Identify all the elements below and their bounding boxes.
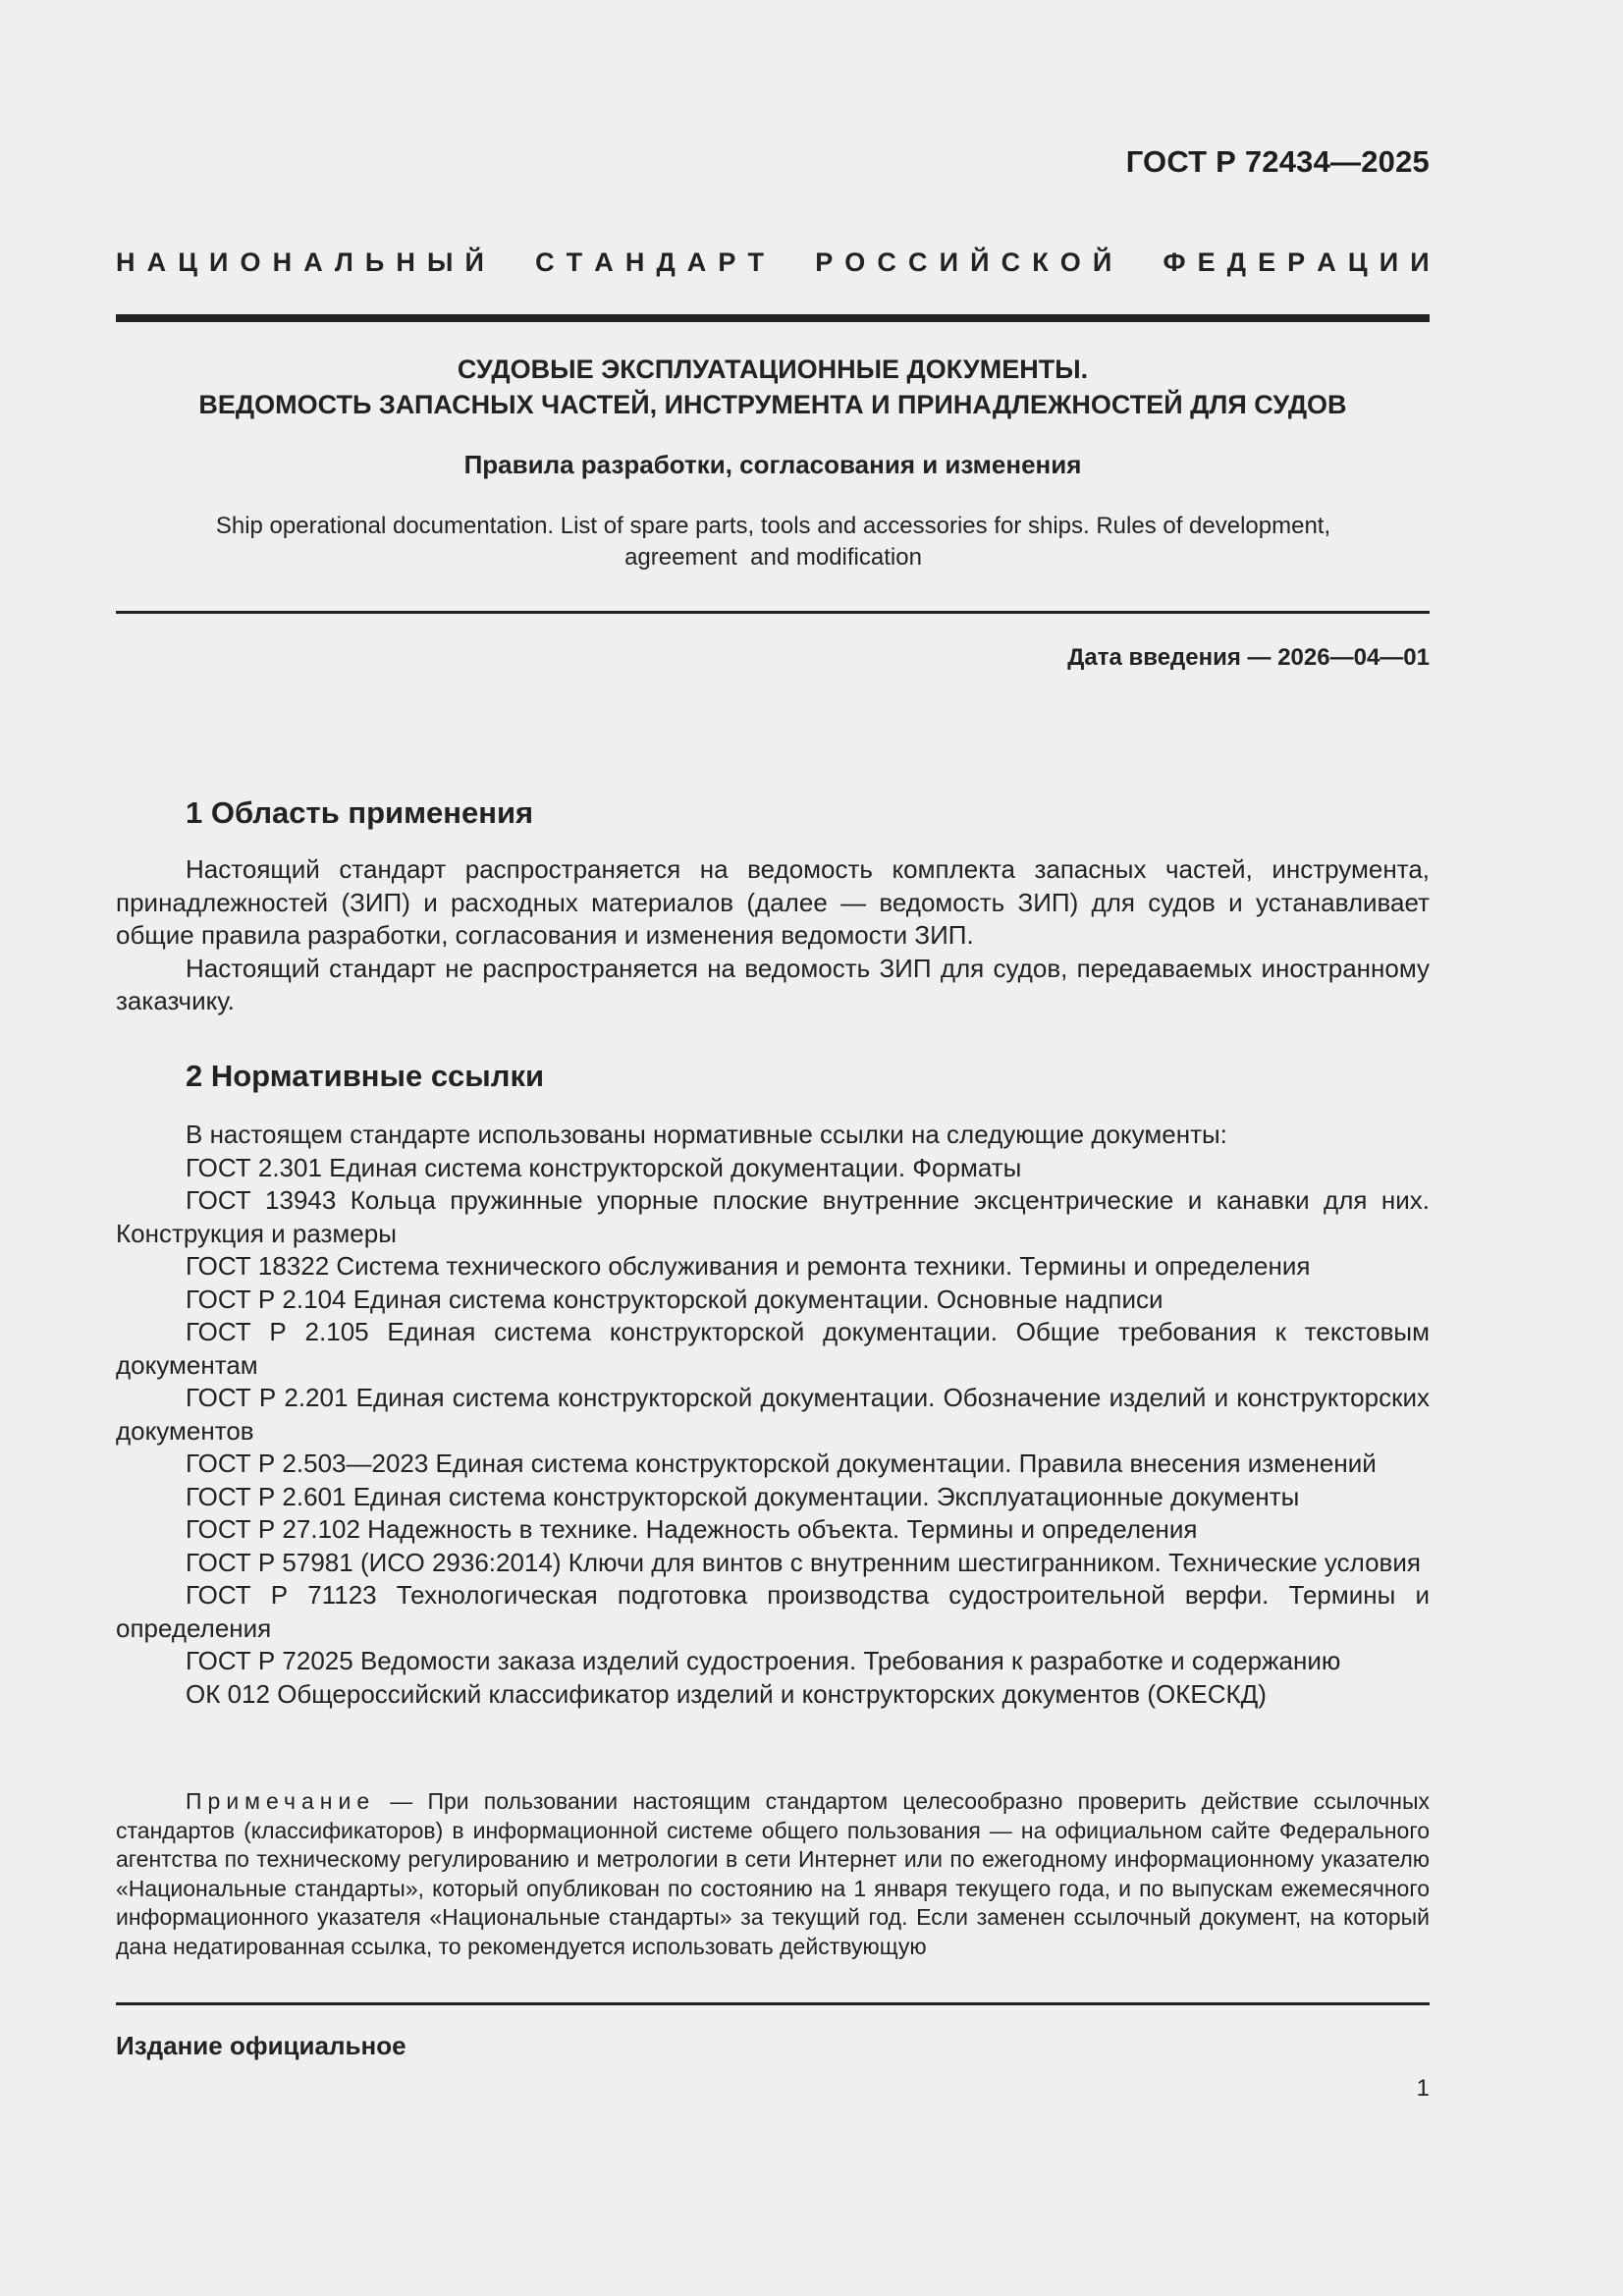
header-word-gap: [496, 247, 523, 278]
note-label: Примечание: [186, 1788, 376, 1814]
note-text: — При пользовании настоящим стандартом целесообразно проверить действие ссылочных стандартов (классификаторов) в информационной системе общего пользования — на официальном сайте Федерального агентства по техническому регулированию и метрологии в сети Интернет или по ежегодному информационному указателю «Национальные стандарты», который опубликован по состоянию на 1 января текущего года, и по выпускам ежемесячного информационного указателя «Национальные стандарты» за текущий год. Если заменен ссылочный документ, на который дана недатированная ссылка, то рекомендуется использовать действующую: [116, 1788, 1430, 1959]
header-letter: С: [877, 247, 896, 277]
header-letter: С: [908, 247, 928, 277]
header-letter: Н: [624, 247, 645, 277]
header-word-gap: [1123, 247, 1151, 278]
header-letter: О: [1059, 247, 1081, 277]
reference-item: ГОСТ Р 2.503—2023 Единая система конструкторской документации. Правила внесения изменений: [186, 1449, 1377, 1478]
english-title-line-1: Ship operational documentation. List of spare parts, tools and accessories for ships. Rules of development,: [215, 513, 1331, 539]
header-letter: А: [1317, 247, 1336, 277]
reference-item: ГОСТ 13943 Кольца пружинные упорные плоские внутренние эксцентрические и канавки для них. Конструкция и размеры: [116, 1185, 1430, 1248]
document-number: ГОСТ Р 72434—2025: [1125, 144, 1430, 179]
header-letter: А: [303, 247, 323, 277]
references-intro: В настоящем стандарте использованы нормативные ссылки на следующие документы:: [186, 1120, 1227, 1149]
header-letter: Ф: [1163, 247, 1186, 277]
header-letter: Р: [718, 247, 736, 277]
header-letter: О: [240, 247, 261, 277]
header-letter: Н: [116, 247, 135, 277]
reference-item: ГОСТ 2.301 Единая система конструкторской документации. Форматы: [186, 1152, 1022, 1182]
header-letter: С: [535, 247, 555, 277]
header-letter: Й: [1092, 247, 1112, 277]
section-1-body: [116, 853, 1430, 1018]
reference-item: ГОСТ Р 27.102 Надежность в технике. Надежность объекта. Термины и определения: [186, 1514, 1198, 1544]
document-subtitle: Правила разработки, согласования и изменения: [463, 450, 1082, 479]
header-letter: Л: [334, 247, 353, 277]
reference-item: ГОСТ Р 2.601 Единая система конструкторской документации. Эксплуатационные документы: [186, 1481, 1300, 1511]
title-rule: [116, 611, 1430, 614]
reference-item: ГОСТ 18322 Система технического обслуживания и ремонта техники. Термины и определения: [186, 1251, 1311, 1281]
english-title-line-2: agreement and modification: [624, 544, 922, 571]
page-number: 1: [1416, 2075, 1430, 2102]
header-letter: О: [844, 247, 866, 277]
section-2-heading: 2 Нормативные ссылки: [186, 1059, 545, 1093]
header-letter: Р: [815, 247, 834, 277]
section-1-heading: 1 Область применения: [186, 795, 534, 830]
reference-item: ГОСТ Р 71123 Технологическая подготовка производства судостроительной верфи. Термины и определения: [116, 1580, 1430, 1643]
header-letter: И: [1410, 247, 1430, 277]
section-1-paragraph: Настоящий стандарт не распространяется на ведомость ЗИП для судов, передаваемых иностранному заказчику.: [116, 953, 1430, 1015]
header-letter: Н: [396, 247, 415, 277]
header-letter: И: [939, 247, 958, 277]
footer-rule: [116, 2002, 1430, 2005]
header-letter: А: [146, 247, 167, 277]
header-letter: Д: [656, 247, 676, 277]
english-title: [147, 511, 1399, 574]
header-letter: Р: [1287, 247, 1306, 277]
header-letter: И: [209, 247, 229, 277]
reference-item: ГОСТ Р 2.104 Единая система конструкторской документации. Основные надписи: [186, 1284, 1163, 1314]
header-letter: С: [1001, 247, 1021, 277]
header-letter: Ы: [426, 247, 454, 277]
header-letter: Ь: [364, 247, 385, 277]
header-letter: Е: [1258, 247, 1276, 277]
header-word-gap: [776, 247, 803, 278]
edition-label: Издание официальное: [116, 2031, 406, 2060]
header-letter: Е: [1197, 247, 1216, 277]
header-letter: И: [1379, 247, 1399, 277]
header-letter: Д: [1226, 247, 1246, 277]
national-standard-header: [116, 247, 1430, 278]
header-letter: Й: [464, 247, 484, 277]
reference-item: ГОСТ Р 2.201 Единая система конструкторской документации. Обозначение изделий и конструкторских документов: [116, 1383, 1430, 1446]
reference-item: ГОСТ Р 57981 (ИСО 2936:2014) Ключи для винтов с внутренним шестигранником. Технические условия: [186, 1547, 1421, 1577]
header-letter: К: [1032, 247, 1049, 277]
header-letter: А: [686, 247, 707, 277]
header-rule: [116, 314, 1430, 322]
introduction-date: Дата введения — 2026—04—01: [1067, 644, 1430, 671]
header-letter: Й: [970, 247, 990, 277]
header-letter: Н: [272, 247, 293, 277]
references-note: [116, 1787, 1430, 1961]
section-1-paragraph: Настоящий стандарт распространяется на ведомость комплекта запасных частей, инструмента, принадлежностей (ЗИП) и расходных материалов (далее — ведомость ЗИП) для судов и устанавливает общие правила разработки, согласования и изменения ведомости ЗИП.: [116, 854, 1430, 950]
header-letter: Ц: [1347, 247, 1368, 277]
title-line-1: СУДОВЫЕ ЭКСПЛУАТАЦИОННЫЕ ДОКУМЕНТЫ.: [457, 355, 1089, 384]
header-letter: Т: [747, 247, 764, 277]
reference-item: ГОСТ Р 72025 Ведомости заказа изделий судостроения. Требования к разработке и содержанию: [186, 1646, 1341, 1675]
header-letter: А: [594, 247, 614, 277]
reference-item: ОК 012 Общероссийский классификатор изделий и конструкторских документов (ОКЕСКД): [186, 1678, 1267, 1709]
title-line-2: ВЕДОМОСТЬ ЗАПАСНЫХ ЧАСТЕЙ, ИНСТРУМЕНТА И ПРИНАДЛЕЖНОСТЕЙ ДЛЯ СУДОВ: [198, 390, 1347, 419]
document-title: [116, 352, 1430, 422]
section-2-body: [116, 1119, 1430, 1711]
header-letter: Ц: [178, 247, 197, 277]
header-letter: Т: [566, 247, 583, 277]
reference-item: ГОСТ Р 2.105 Единая система конструкторской документации. Общие требования к текстовым документам: [116, 1317, 1430, 1380]
